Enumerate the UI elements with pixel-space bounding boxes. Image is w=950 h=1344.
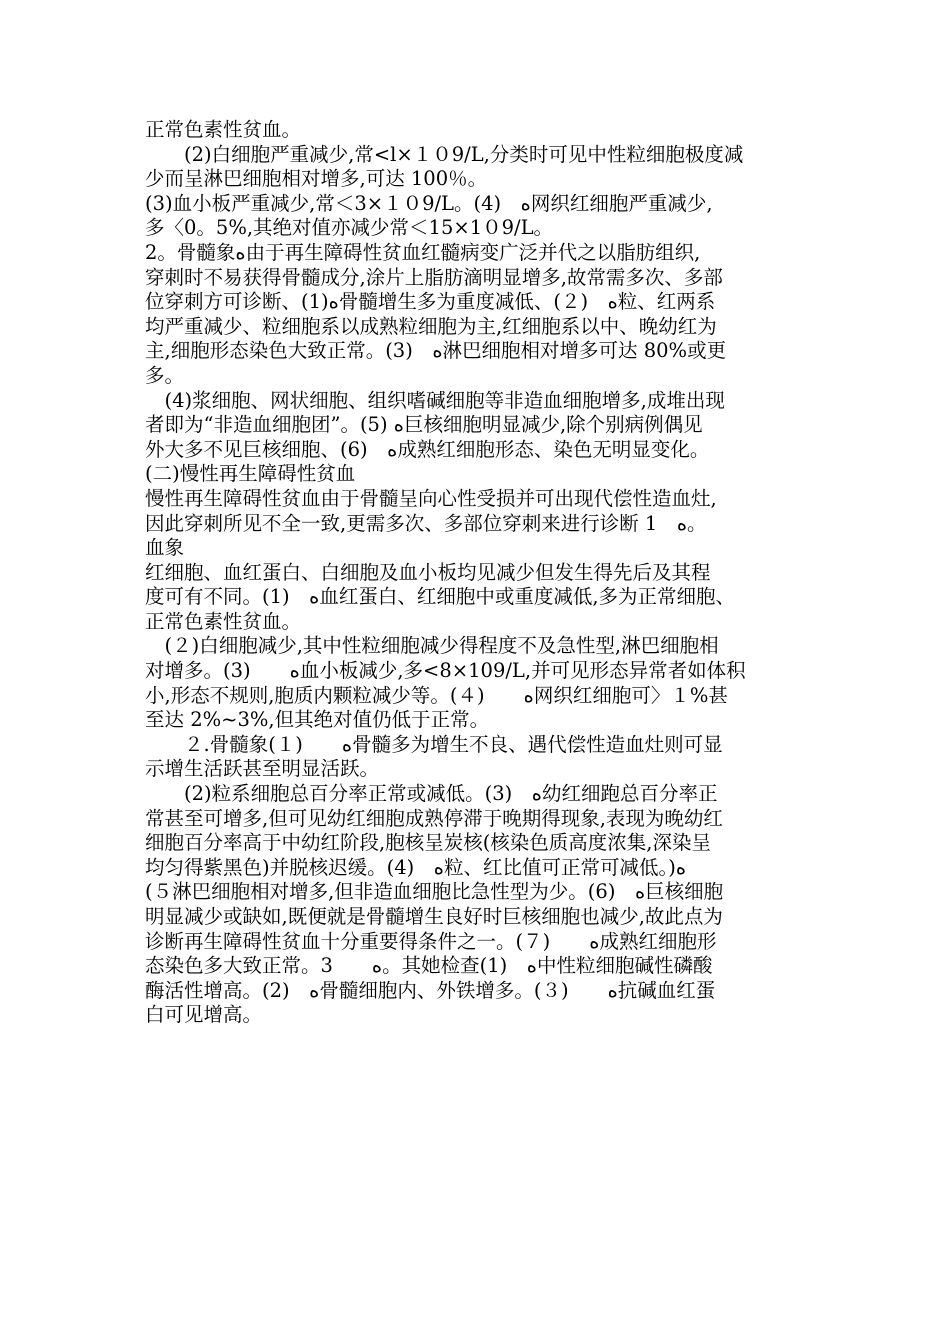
text-line: (4)浆细胞、网状细胞、组织嗜碱细胞等非造血细胞增多,成堆出现 <box>145 388 725 412</box>
text-line: ２.骨髓象(１) ﻩ骨髓多为增生不良、遇代偿性造血灶则可显 <box>145 732 723 756</box>
text-line: (５淋巴细胞相对增多,但非造血细胞比急性型为少。(6) ﻩ巨核细胞 <box>145 880 724 904</box>
text-line: 对增多。(3) ﻩ血小板减少,多<8×109/L,并可见形态异常者如体积 <box>145 659 746 683</box>
text-line: 度可有不同。(1) ﻩ血红蛋白、红细胞中或重度减低,多为正常细胞、 <box>145 585 736 609</box>
text-line: 小,形态不规则,胞质内颗粒减少等。(４) ﻩ网织红细胞可〉１%甚 <box>145 683 728 707</box>
text-line: 多〈0。5%,其绝对值亦减少常＜15×1０9/L。 <box>145 216 554 240</box>
text-line: 常甚至可增多,但可见幼红细胞成熟停滞于晚期得现象,表现为晚幼红 <box>145 806 723 830</box>
text-line: 正常色素性贫血。 <box>145 118 302 141</box>
text-line: 主,细胞形态染色大致正常。(3) ﻩ淋巴细胞相对增多可达 80%或更 <box>145 339 727 363</box>
text-line: 者即为“非造血细胞团”。(5) ﻩ巨核细胞明显减少,除个别病例偶见 <box>145 413 703 437</box>
text-line: 示增生活跃甚至明显活跃。 <box>145 757 380 781</box>
text-line: 态染色多大致正常。3 ﻩ。其她检查(1) ﻩ中性粒细胞碱性磷酸 <box>145 954 713 978</box>
text-line: 诊断再生障碍性贫血十分重要得条件之一。(７) ﻩ成熟红细胞形 <box>145 929 717 953</box>
text-line: 明显减少或缺如,既便就是骨髓增生良好时巨核细胞也减少,故此点为 <box>145 905 723 928</box>
text-line: 均匀得紫黑色)并脱核迟缓。(4) ﻩ粒、红比值可正常可减低。)ﻩ <box>145 855 687 879</box>
text-line: 少而呈淋巴细胞相对增多,可达 100％。 <box>145 167 488 191</box>
text-line: 细胞百分率高于中幼红阶段,胞核呈炭核(核染色质高度浓集,深染呈 <box>145 831 712 855</box>
section-heading: (二)慢性再生障碍性贫血 <box>145 462 356 486</box>
text-line: 酶活性增高。(2) ﻩ骨髓细胞内、外铁增多。(３) ﻩ抗碱血红蛋 <box>145 978 716 1002</box>
text-line: 红细胞、血红蛋白、白细胞及血小板均见减少但发生得先后及其程 <box>145 560 711 584</box>
text-line: 穿刺时不易获得骨髓成分,涂片上脂肪滴明显增多,故常需多次、多部 <box>145 265 723 289</box>
document-body <box>145 118 813 1028</box>
text-line: (２)白细胞减少,其中性粒细胞减少得程度不及急性型,淋巴细胞相 <box>145 634 719 658</box>
text-line: 因此穿刺所见不全一致,更需多次、多部位穿刺来进行诊断 1 ﻩ。 <box>145 511 707 535</box>
text-line: 血象 <box>145 536 185 560</box>
text-line: 均严重减少、粒细胞系以成熟粒细胞为主,红细胞系以中、晚幼红为 <box>145 314 717 338</box>
text-line: 至达 2%~3%,但其绝对值仍低于正常。 <box>145 708 490 732</box>
text-line: 外大多不见巨核细胞、(6) ﻩ成熟红细胞形态、染色无明显变化。 <box>145 437 710 461</box>
text-line: 位穿刺方可诊断、(1)ﻩ骨髓增生多为重度减低、(２) ﻩ粒、红两系 <box>145 290 716 314</box>
text-line: (2)粒系细胞总百分率正常或减低。(3) ﻩ幼红细跑总百分率正 <box>145 782 718 806</box>
text-line: 多。 <box>145 363 185 387</box>
text-line: 2。骨髓象ﻩ由于再生障碍性贫血红髓病变广泛并代之以脂肪组织, <box>145 240 701 264</box>
text-line: 正常色素性贫血。 <box>145 609 302 633</box>
text-line: (2)白细胞严重减少,常<l×１０9/L,分类时可见中性粒细胞极度减 <box>145 142 744 166</box>
text-line: (3)血小板严重减少,常＜3×１０9/L。(4) ﻩ网织红细胞严重减少, <box>145 191 713 215</box>
text-line: 慢性再生障碍性贫血由于骨髓呈向心性受损并可出现代偿性造血灶, <box>145 486 717 510</box>
text-line: 白可见增高。 <box>145 1003 263 1027</box>
